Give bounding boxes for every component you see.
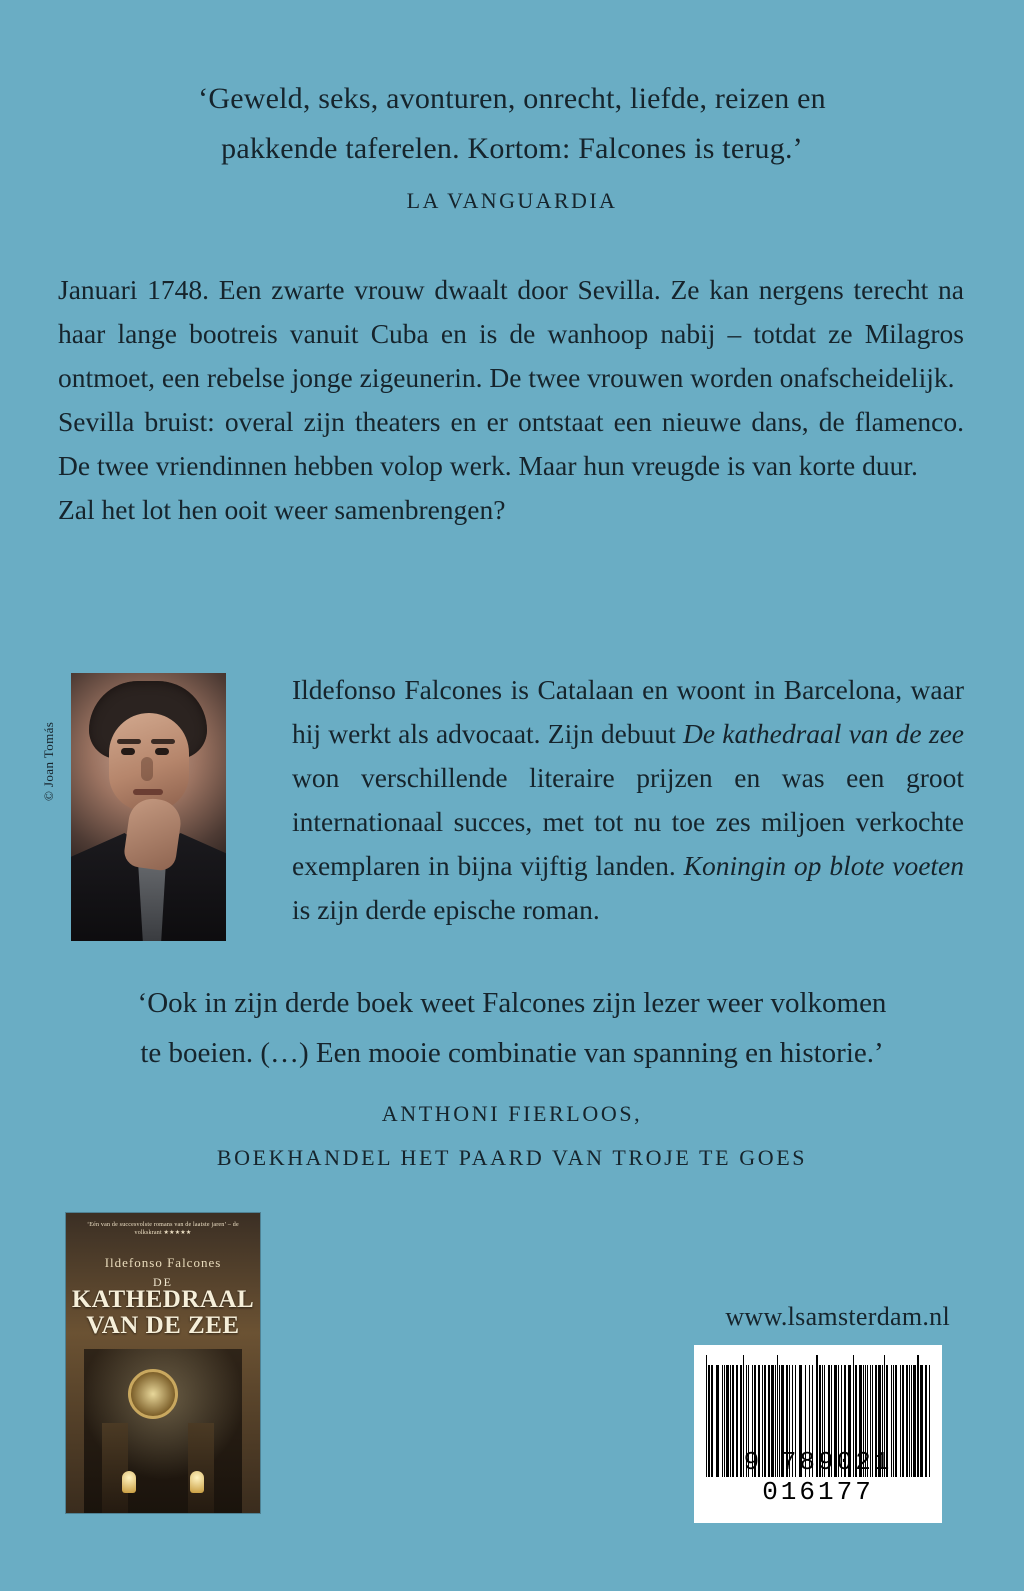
bottom-quote-source-line-1: ANTHONI FIERLOOS, bbox=[381, 1101, 643, 1126]
top-quote-line-2: pakkende taferelen. Kortom: Falcones is terug.’ bbox=[221, 132, 803, 165]
cover-thumb-band-text: ‘Eén van de succesvolste romans van de laatste jaren’ – de volkskrant ★★★★★ bbox=[87, 1222, 239, 1236]
related-book-cover-thumbnail bbox=[66, 1213, 260, 1513]
portrait-brow-right bbox=[151, 739, 175, 744]
barcode-digits: 9 789021 016177 bbox=[743, 1447, 893, 1507]
author-block bbox=[41, 668, 964, 932]
cover-thumb-lamp-right bbox=[190, 1471, 204, 1493]
photo-credit: © Joan Tomás bbox=[41, 721, 56, 801]
portrait-nose bbox=[141, 757, 153, 781]
barcode bbox=[694, 1345, 942, 1523]
author-bio-title-1: De kathedraal van de zee bbox=[682, 718, 964, 749]
portrait-eye-right bbox=[155, 748, 169, 755]
cover-thumb-rose-window bbox=[128, 1369, 178, 1419]
author-bio-part-3: is zijn derde epische roman. bbox=[292, 894, 600, 925]
blurb-paragraph-1: Januari 1748. Een zwarte vrouw dwaalt door Sevilla. Ze kan nergens terecht na haar lange bootreis vanuit Cuba en is de wanhoop nabij – totdat ze Milagros ontmoet, een rebelse jonge zigeunerin. De twee vrouwen worden onafscheidelijk. bbox=[58, 274, 964, 393]
top-pull-quote bbox=[62, 74, 962, 214]
portrait-mouth bbox=[133, 789, 163, 795]
author-portrait-image bbox=[71, 673, 226, 941]
cover-thumb-de: DE bbox=[153, 1275, 173, 1289]
cover-thumb-column-right bbox=[188, 1423, 214, 1513]
cover-thumb-title-line-1: KATHEDRAAL bbox=[71, 1286, 255, 1313]
portrait-eye-left bbox=[121, 748, 135, 755]
blurb-paragraph-3: Zal het lot hen ooit weer samenbrengen? bbox=[58, 494, 506, 525]
cover-thumb-title-line-2: VAN DE ZEE bbox=[86, 1312, 240, 1339]
top-quote-source: LA VANGUARDIA bbox=[406, 188, 618, 213]
cover-thumb-lamp-left bbox=[122, 1471, 136, 1493]
bottom-quote-line-1: ‘Ook in zijn derde boek weet Falcones zijn lezer weer volkomen bbox=[137, 987, 887, 1019]
author-bio-title-2: Koningin op blote voeten bbox=[683, 850, 964, 881]
book-blurb bbox=[58, 268, 964, 532]
blurb-paragraph-2: Sevilla bruist: overal zijn theaters en er ontstaat een nieuwe dans, de flamenco. De twee vriendinnen hebben volop werk. Maar hun vreugde is van korte duur. bbox=[58, 406, 964, 481]
publisher-website: www.lsamsterdam.nl bbox=[725, 1302, 950, 1331]
bottom-quote-source-line-2: BOEKHANDEL HET PAARD VAN TROJE TE GOES bbox=[216, 1145, 808, 1170]
author-bio-part-2: won verschillende literaire prijzen en was een groot internationaal succes, met tot nu toe zes miljoen verkochte exemplaren in bijna vijftig landen. bbox=[292, 762, 964, 881]
cover-thumb-column-left bbox=[102, 1423, 128, 1513]
cover-thumb-title bbox=[66, 1287, 260, 1339]
portrait-brow-left bbox=[117, 739, 141, 744]
author-bio-part-1: Ildefonso Falcones is Catalaan en woont in Barcelona, waar hij werkt als advocaat. Zijn debuut bbox=[292, 674, 964, 749]
cover-thumb-author: Ildefonso Falcones bbox=[104, 1255, 222, 1270]
author-photo-wrapper bbox=[41, 673, 226, 941]
author-bio bbox=[292, 668, 964, 932]
bottom-pull-quote bbox=[62, 978, 962, 1180]
bottom-quote-line-2: te boeien. (…) Een mooie combinatie van spanning en historie.’ bbox=[140, 1037, 884, 1069]
top-quote-line-1: ‘Geweld, seks, avonturen, onrecht, liefde, reizen en bbox=[198, 82, 826, 115]
